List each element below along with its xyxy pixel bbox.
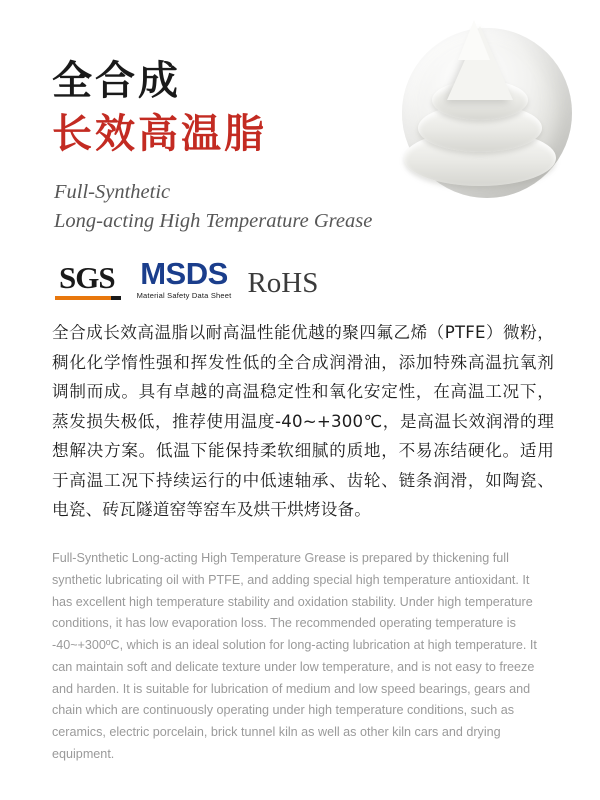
sgs-logo-text: SGS xyxy=(59,259,115,295)
title-chinese-line-2: 长效高温脂 xyxy=(52,111,267,158)
title-english xyxy=(54,178,524,236)
page-title xyxy=(52,58,412,158)
rohs-logo-text: RoHS xyxy=(247,266,319,299)
msds-logo-subtitle: Material Safety Data Sheet xyxy=(136,291,232,300)
rohs-logo xyxy=(247,266,319,300)
title-english-line-2: Long-acting High Temperature Grease xyxy=(54,210,373,233)
grease-peak-tip-shape xyxy=(458,20,490,60)
msds-logo-text: MSDS xyxy=(140,256,228,291)
description-chinese: 全合成长效高温脂以耐高温性能优越的聚四氟乙烯（PTFE）微粉，稠化化学惰性强和挥发性低的全合成润滑油，添加特殊高温抗氧剂调制而成。具有卓越的高温稳定性和氧化安定性，在高温工况下，蒸发损失极低，推荐使用温度-40~+300℃，是高温长效润滑的理想解决方案。低温下能保持柔软细腻的质地，不易冻结硬化。适用于高温工况下持续运行的中低速轴承、齿轮、链条润滑，如陶瓷、电瓷、砖瓦隧道窑等窑车及烘干烘烤设备。 xyxy=(52,323,554,520)
sgs-logo-bar xyxy=(111,296,121,300)
title-chinese-line-1: 全合成 xyxy=(52,58,181,104)
msds-logo xyxy=(137,258,232,300)
title-english-line-1: Full-Synthetic xyxy=(54,181,171,203)
description-english: Full-Synthetic Long-acting High Temperature Grease is prepared by thickening full synthetic lubricating oil with PTFE, and adding special high temperature antioxidant. It has excellent high temperature stability and oxidation stability. Under high temperature conditions, it has low evaporation loss. The recommended operating temperature is -40~+300ºC, which is an ideal solution for long-acting lubrication at high temperature. It can maintain soft and delicate texture under low temperature, and is not easy to freeze and harden. It is suitable for lubrication of medium and low speed bearings, gears and chain which are continuously operating under high temperature conditions, such as ceramics, electric porcelain, brick tunnel kiln as well as other kiln cars and drying equipment. xyxy=(52,551,537,762)
sgs-logo xyxy=(55,261,121,300)
certification-logos xyxy=(55,258,318,300)
